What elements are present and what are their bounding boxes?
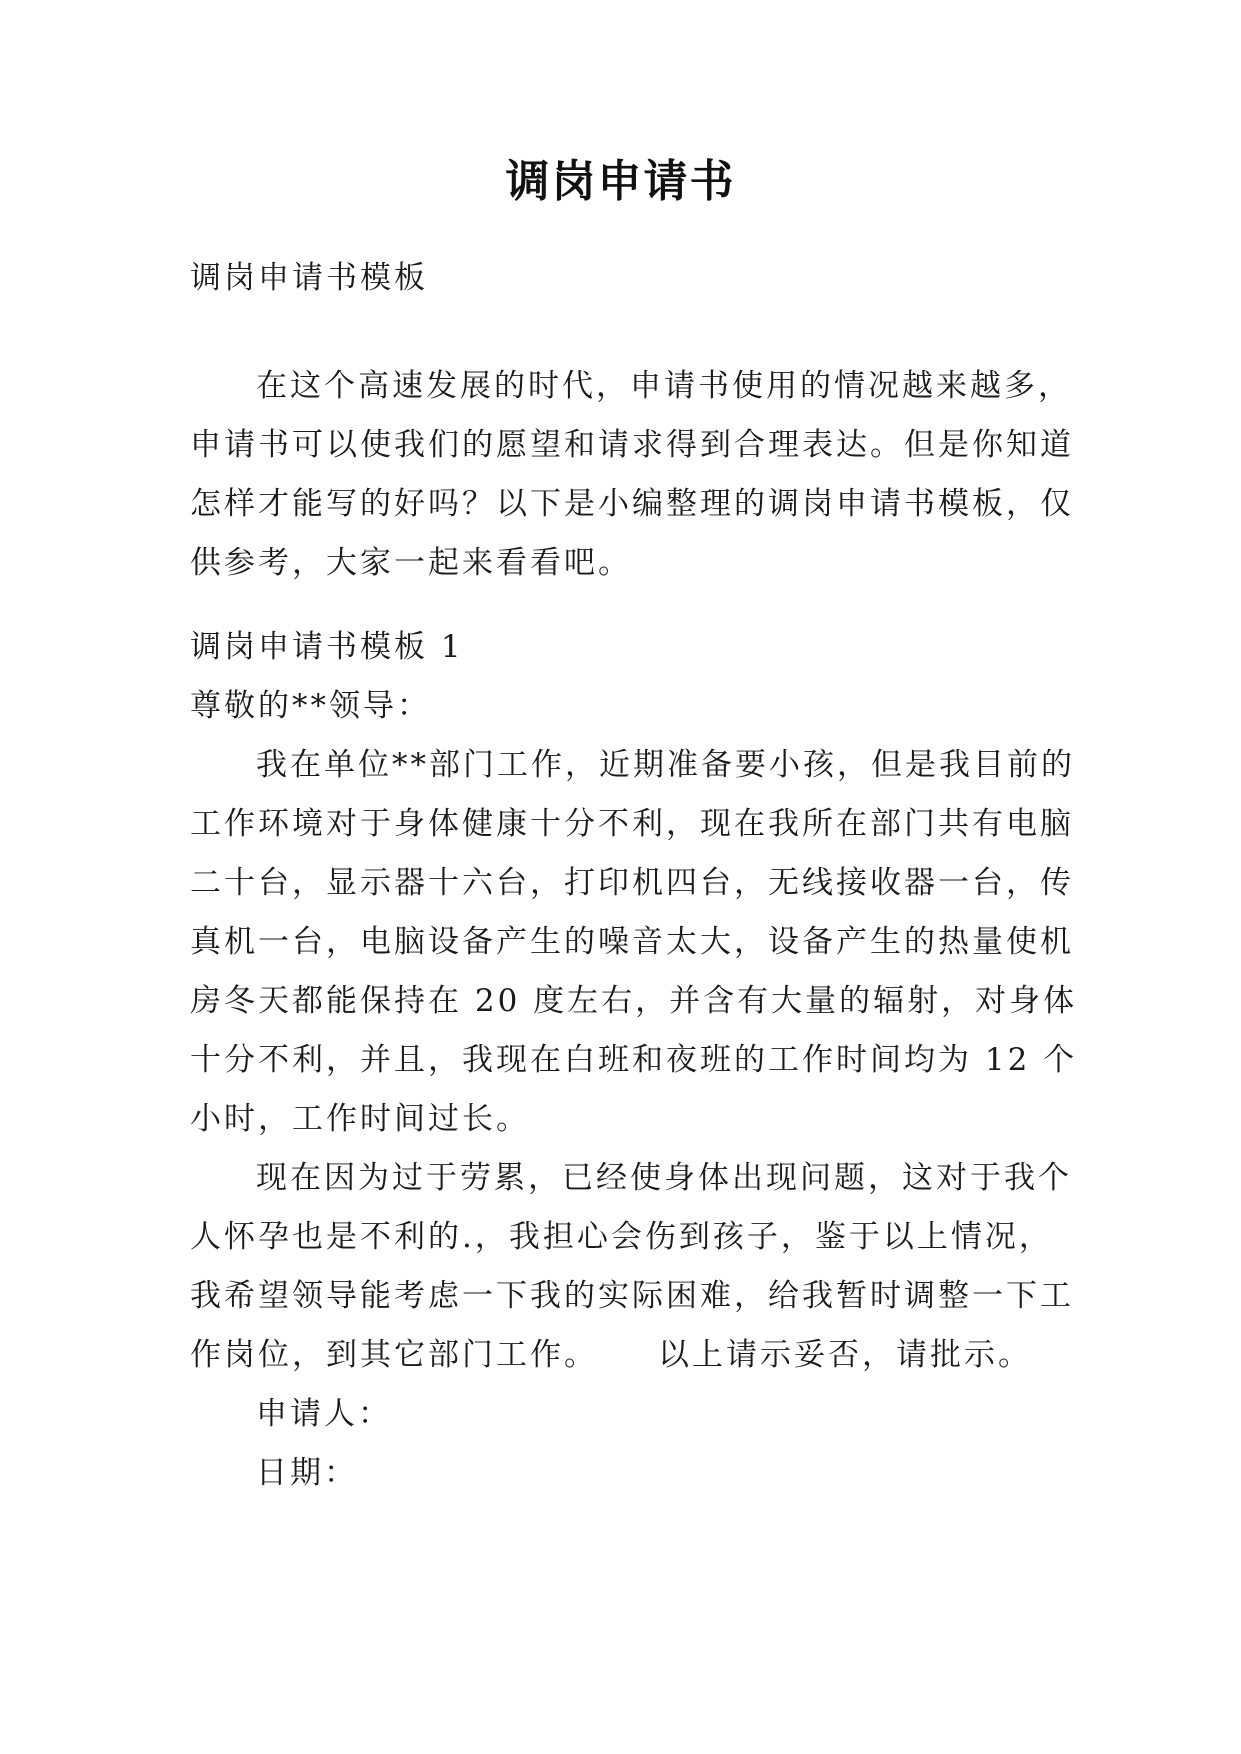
body-line: 十分不利，并且，我现在白班和夜班的工作时间均为 12 个: [190, 1042, 1078, 1078]
closing-request: 以上请示妥否，请批示。: [658, 1337, 1032, 1373]
intro-line: 在这个高速发展的时代，申请书使用的情况越来越多，: [256, 368, 1072, 404]
body-line: 房冬天都能保持在 20 度左右，并含有大量的辐射，对身体: [190, 983, 1078, 1019]
template1-section: [190, 618, 1078, 1503]
body-paragraph-1: [190, 736, 1078, 1149]
intro-line: 怎样才能写的好吗？以下是小编整理的调岗申请书模板，仅: [190, 486, 1074, 522]
body-line: 小时，工作时间过长。: [190, 1101, 530, 1137]
document-title: 调岗申请书: [505, 156, 736, 207]
body-line: 真机一台，电脑设备产生的噪音太大，设备产生的热量使机: [190, 924, 1074, 960]
intro-line: 供参考，大家一起来看看吧。: [190, 545, 632, 581]
body-line-text: 作岗位，到其它部门工作。: [190, 1337, 598, 1373]
subtitle-block: [190, 249, 1070, 308]
body-line: 现在因为过于劳累，已经使身体出现问题，这对于我个: [256, 1160, 1072, 1196]
applicant-label: 申请人：: [256, 1396, 392, 1432]
body-line-with-request: [190, 1326, 1070, 1385]
body-line: 工作环境对于身体健康十分不利，现在我所在部门共有电脑: [190, 806, 1074, 842]
salutation: 尊敬的**领导：: [190, 688, 431, 724]
body-paragraph-2: [190, 1149, 1074, 1385]
body-line: 二十台，显示器十六台，打印机四台，无线接收器一台，传: [190, 865, 1074, 901]
date-label: 日期：: [256, 1455, 358, 1491]
body-line: 人怀孕也是不利的.，我担心会伤到孩子，鉴于以上情况，: [190, 1219, 1053, 1255]
body-line: 我在单位**部门工作，近期准备要小孩，但是我目前的: [256, 747, 1075, 783]
body-line: 我希望领导能考虑一下我的实际困难，给我暂时调整一下工: [190, 1278, 1074, 1314]
template1-heading: 调岗申请书模板 1: [190, 629, 464, 665]
intro-line: 申请书可以使我们的愿望和请求得到合理表达。但是你知道: [190, 427, 1074, 463]
subtitle: 调岗申请书模板: [190, 260, 428, 296]
intro-paragraph: [190, 357, 1074, 593]
